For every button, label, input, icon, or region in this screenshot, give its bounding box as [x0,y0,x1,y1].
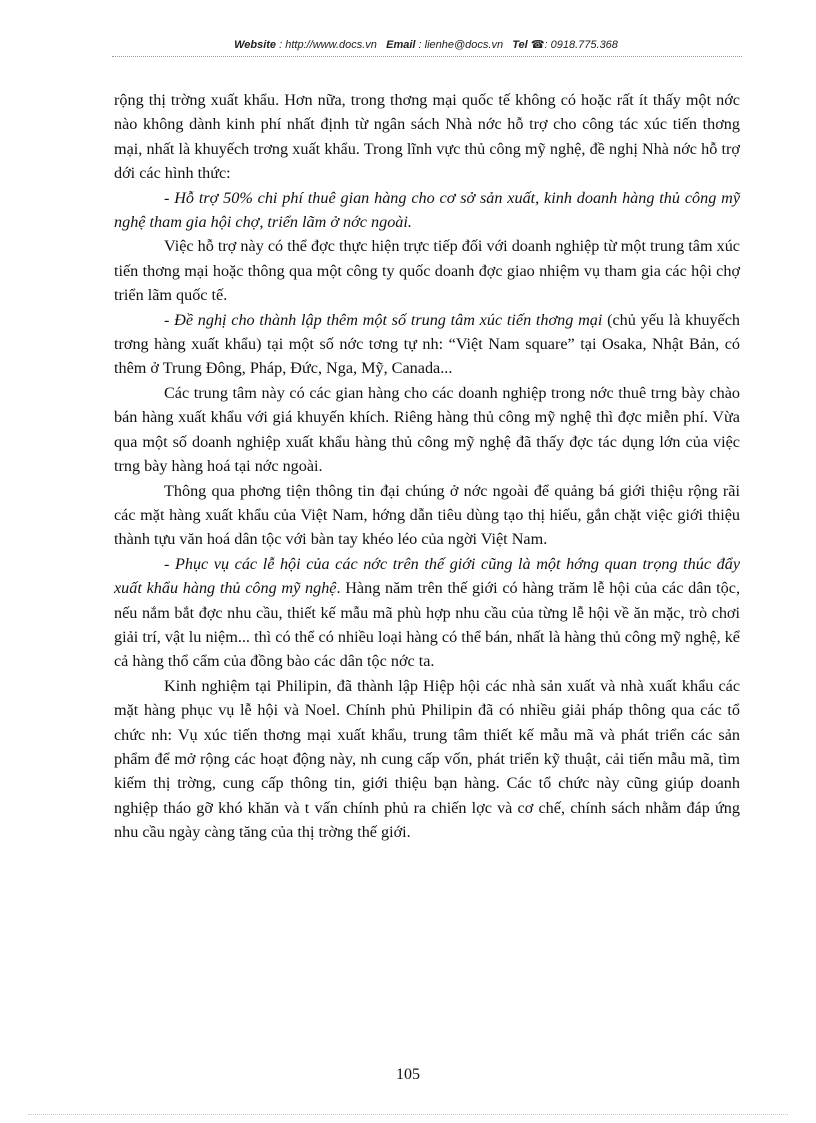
paragraph-1: rộng thị trờng xuất khẩu. Hơn nữa, trong thơng mại quốc tế không có hoặc rất ít thấy một nớc nào không dành kinh phí nhất định từ ngân sách Nhà nớc hỗ trợ cho công tác xúc tiến thơng mại, nhất là khuyếch trơng xuất khẩu. Trong lĩnh vực thủ công mỹ nghệ, đề nghị Nhà nớc hỗ trợ dới các hình thức: [114,91,740,183]
website-label: Website [234,39,277,51]
paragraph-2: - Hỗ trợ 50% chi phí thuê gian hàng cho cơ sở sản xuất, kinh doanh hàng thủ công mỹ nghệ tham gia hội chợ, triển lãm ở nớc ngoài. [114,188,740,232]
header-divider [112,56,742,57]
paragraph-8: Kinh nghiệm tại Philipin, đã thành lập Hiệp hội các nhà sản xuất và nhà xuất khẩu các mặt hàng phục vụ lễ hội và Noel. Chính phủ Philipin đã có nhiều giải pháp thông qua các tổ chức nh: Vụ xúc tiến thơng mại xuất khẩu, trung tâm thiết kế mẫu mã và phát triển các sản phẩm để mở rộng các hoạt động này, nh cung cấp vốn, phát triển kỹ thuật, cải tiến mẫu mã, tìm kiếm thị trờng, cung cấp thông tin, giới thiệu bạn hàng. Các tổ chức này cũng giúp doanh nghiệp tháo gỡ khó khăn và t vấn chính phủ ra chiến lợc và cơ chế, chính sách nhằm đáp ứng nhu cầu ngày càng tăng của thị trờng thế giới. [114,676,740,842]
tel-label: Tel [512,39,528,51]
website-value: : http://www.docs.vn [279,39,377,51]
paragraph-5: Các trung tâm này có các gian hàng cho các doanh nghiệp trong nớc thuê trng bày chào bán hàng xuất khẩu với giá khuyến khích. Riêng hàng thủ công mỹ nghệ thì đợc miễn phí. Vừa qua một số doanh nghiệp xuất khẩu hàng thủ công mỹ nghệ đã thấy đợc tác dụng lớn của việc trng bày hàng hoá tại nớc ngoài. [114,383,740,476]
paragraph-3: Việc hỗ trợ này có thể đợc thực hiện trực tiếp đối với doanh nghiệp từ một trung tâm xúc tiến thơng mại hoặc thông qua một công ty quốc doanh đợc giao nhiệm vụ tham gia các hội chợ triển lãm quốc tế. [114,237,740,305]
tel-value: : 0918.775.368 [544,39,618,51]
page-number: 105 [396,1066,420,1083]
email-value: : lienhe@docs.vn [418,39,504,51]
document-body [114,88,740,845]
email-label: Email [386,39,416,51]
footer-divider [28,1114,788,1115]
paragraph-4: - Đề nghị cho thành lập thêm một số trung tâm xúc tiến thơng mại (chủ yếu là khuyếch trơng hàng xuất khẩu) tại một số nớc tơng tự nh: “Việt Nam square” tại Osaka, Nhật Bản, có thêm ở Trung Đông, Pháp, Đức, Nga, Mỹ, Canada... [114,310,740,378]
phone-icon: ☎ [530,39,545,51]
paragraph-6: Thông qua phơng tiện thông tin đại chúng ở nớc ngoài để quảng bá giới thiệu rộng rãi các mặt hàng xuất khẩu của Việt Nam, hớng dẫn tiêu dùng tạo thị hiếu, gắn chặt việc giới thiệu thành tựu văn hoá dân tộc với bàn tay khéo léo của ngời Việt Nam. [114,481,740,549]
page-header [112,38,740,51]
paragraph-7: - Phục vụ các lễ hội của các nớc trên thế giới cũng là một hớng quan trọng thúc đẩy xuất khẩu hàng thủ công mỹ nghệ. Hàng năm trên thế giới có hàng trăm lễ hội của các dân tộc, nếu nắm bắt đợc nhu cầu, thiết kế mẫu mã phù hợp nhu cầu của từng lễ hội về ăn mặc, trò chơi giải trí, vật lu niệm... thì có thể có nhiều loại hàng có thể bán, nhất là hàng thủ công mỹ nghệ, kể cả hàng thổ cẩm của đồng bào các dân tộc nớc ta. [114,554,741,671]
